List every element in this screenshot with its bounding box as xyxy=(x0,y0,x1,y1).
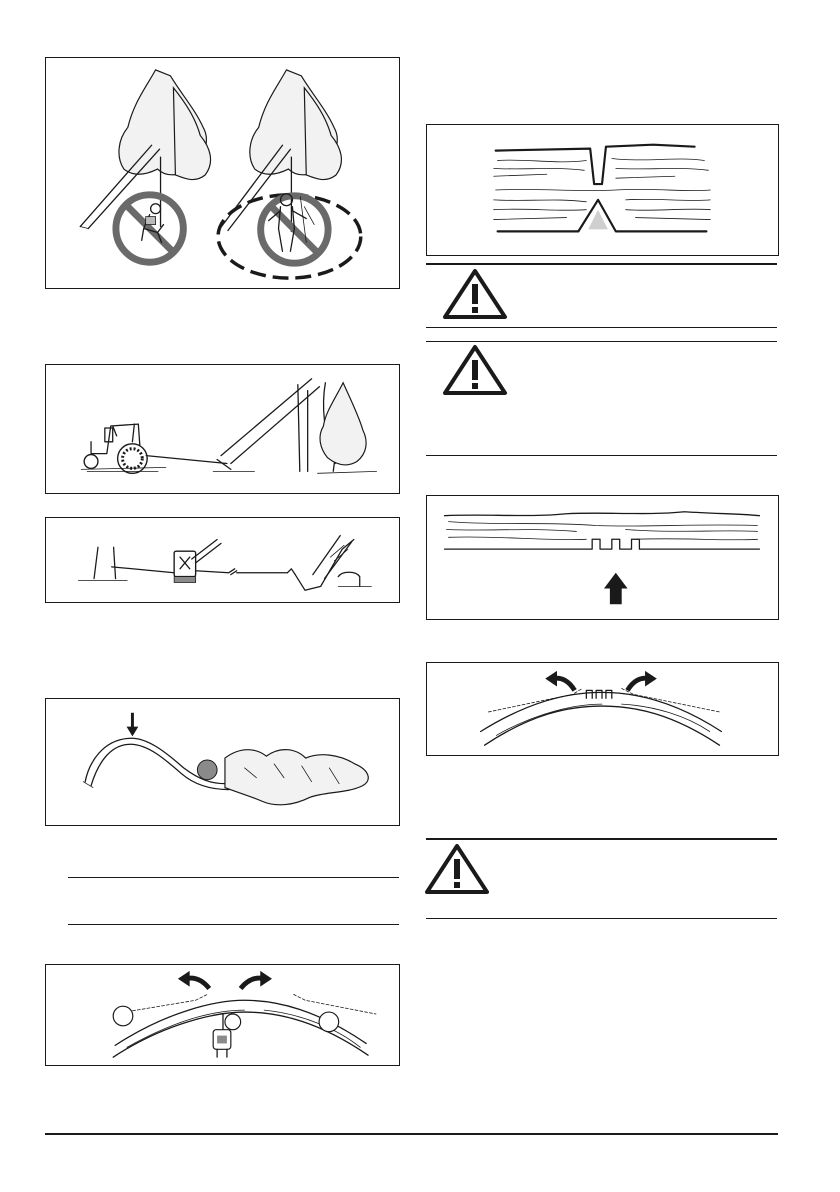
down-arrow-icon xyxy=(127,713,139,737)
warning-triangle-icon xyxy=(442,344,508,396)
tree-icon xyxy=(225,750,368,805)
prohibited-sign-icon xyxy=(116,195,183,262)
winch-icon xyxy=(174,539,221,582)
warning-top-rule xyxy=(426,263,777,265)
up-arrow-icon xyxy=(604,573,628,604)
separator-rule xyxy=(68,924,399,925)
figure-tension-release xyxy=(45,964,400,1066)
warning-bottom-rule xyxy=(426,455,777,456)
figure-tractor-pull xyxy=(45,364,400,494)
warning-bottom-rule xyxy=(426,918,777,919)
figure-bent-log xyxy=(426,662,779,756)
curved-arrow-icon xyxy=(241,971,272,989)
log-icon xyxy=(445,512,760,549)
log-icon xyxy=(481,688,722,745)
figure-springpole xyxy=(45,698,400,826)
curved-arrow-icon xyxy=(627,671,656,691)
tree-icon xyxy=(295,536,371,591)
warning-top-rule xyxy=(426,341,777,342)
curved-arrow-icon xyxy=(545,671,574,691)
warning-top-rule xyxy=(426,838,777,840)
footer-rule xyxy=(45,1133,778,1135)
separator-rule xyxy=(68,877,399,878)
curved-arrow-icon xyxy=(178,971,209,989)
log-icon xyxy=(494,145,711,232)
warning-triangle-icon xyxy=(424,843,490,895)
tractor-icon xyxy=(81,424,166,473)
tree-icon xyxy=(80,70,210,229)
figure-winch-pull xyxy=(45,517,400,603)
figure-hung-tree-prohibited xyxy=(45,57,400,289)
figure-notched-log xyxy=(426,495,779,620)
warning-bottom-rule xyxy=(426,327,777,328)
figure-log-cuts xyxy=(426,124,779,256)
tree-icon xyxy=(213,379,376,474)
warning-triangle-icon xyxy=(442,268,508,320)
